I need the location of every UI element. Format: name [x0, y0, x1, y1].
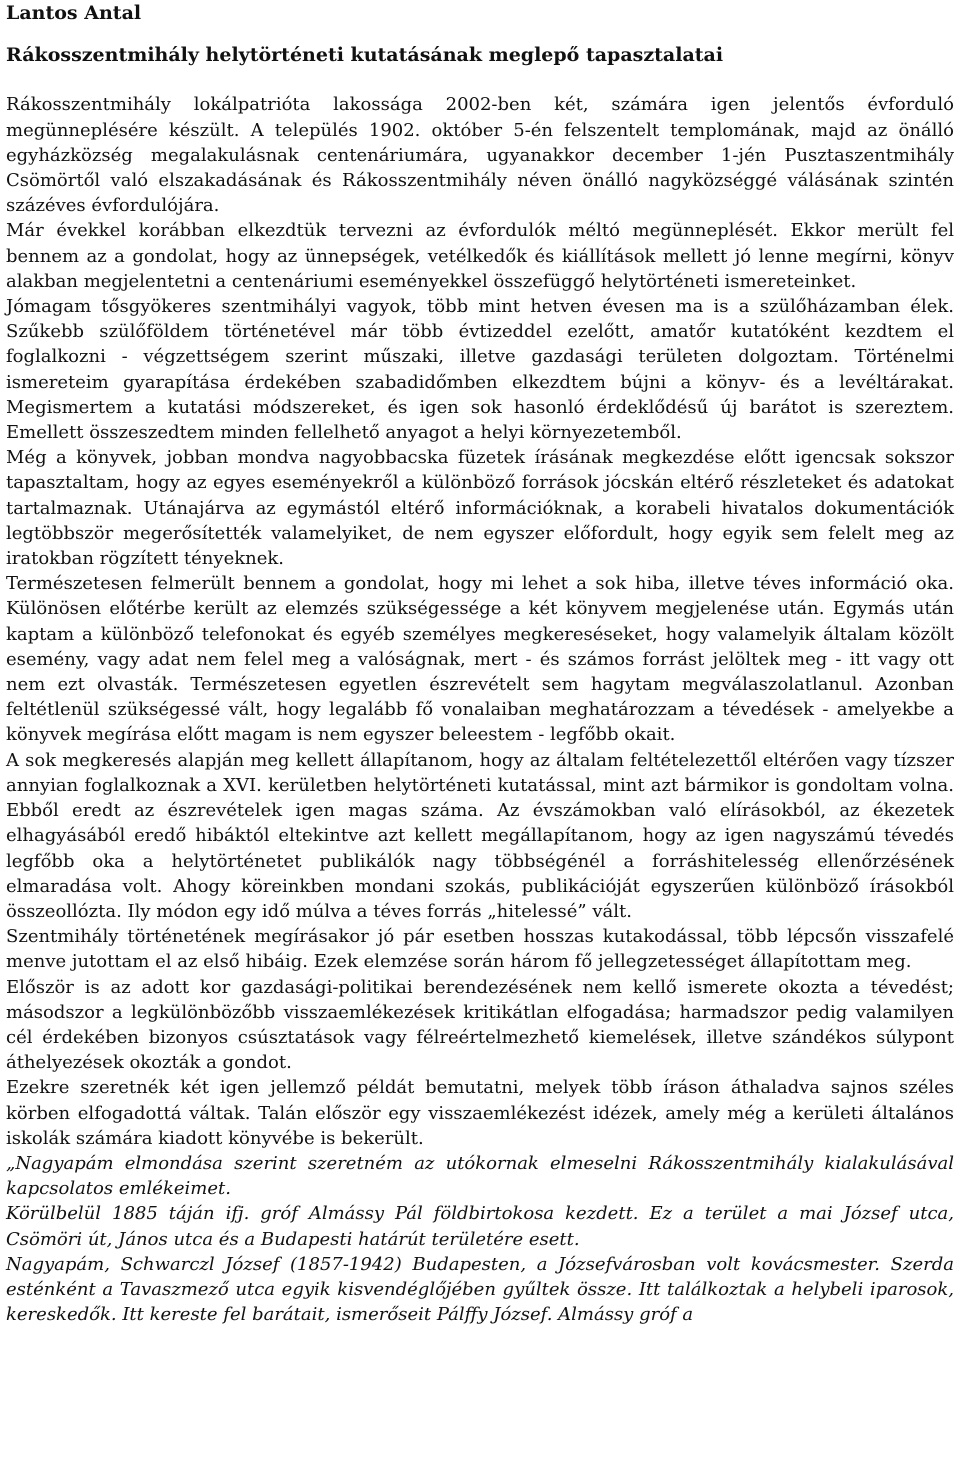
paragraph: Még a könyvek, jobban mondva nagyobbacska füzetek írásának megkezdése előtt igencsak sokszor tapasztaltam, hogy az egyes eseményekről a különböző források jócskán eltérő részleteket és adatokat tartalmaznak. Utánajárva az egymástól eltérő információknak, a korabeli hivatalos dokumentációk legtöbbször megerősítették valamelyiket, de nem egyszer előfordult, hogy egyik sem felelt meg az iratokban rögzített tényeknek.	[6, 447, 954, 570]
paragraph: Először is az adott kor gazdasági-politikai berendezésének nem kellő ismerete okozta a tévedést; másodszor a legkülönbözőbb visszaemlékezések kritikátlan elfogadása; harmadszor pedig valamilyen cél érdekében bizonyos csúsztatások vagy félreértelmezhető kiemelések, illetve szándékos súlypont áthelyezések okozták a gondot.	[6, 976, 954, 1074]
document-title: Rákosszentmihály helytörténeti kutatásának meglepő tapasztalatai	[6, 44, 724, 67]
paragraph: Természetesen felmerült bennem a gondolat, hogy mi lehet a sok hiba, illetve téves információ oka. Különösen előtérbe került az elemzés szükségessége a két könyvem megjelenése után. Egymás után kaptam a különböző telefonokat és egyéb személyes megkereséseket, hogy valamelyik általam közölt esemény, vagy adat nem felel meg a valóságnak, mert - és számos forrást jelöltek meg - itt vagy ott nem ezt olvasták. Természetesen egyetlen észrevételt sem hagytam megválaszolatlanul. Azonban feltétlenül szükségessé vált, hogy legalább fő vonalaiban meghatározzam a tévedések - amelyekbe a könyvek megírása előtt magam is nem egyszer beleestem - legfőbb okait.	[6, 573, 954, 746]
paragraph: Rákosszentmihály lokálpatrióta lakossága 2002-ben két, számára igen jelentős évforduló megünneplésére készült. A település 1902. október 5-én felszentelt templomának, majd az önálló egyházközség megalakulásnak centenáriumára, ugyanakkor december 1-jén Pusztaszentmihály Csömörtől való elszakadásának és Rákosszentmihály néven önálló nagyközséggé válásának szintén százéves évfordulójára.	[6, 94, 954, 217]
paragraph: Körülbelül 1885 táján ifj. gróf Almássy Pál földbirtokosa kezdett. Ez a terület a mai József utca, Csömöri út, János utca és a Budapesti határút területére esett.	[6, 1203, 954, 1250]
author-name: Lantos Antal	[6, 2, 142, 24]
paragraph: Már évekkel korábban elkezdtük tervezni az évfordulók méltó megünneplését. Ekkor merült fel bennem az a gondolat, hogy az ünnepségek, vetélkedők és kiállítások mellett jó lenne megírni, könyv alakban megjelentetni a centenáriumi eseményekkel összefüggő helytörténeti ismereteinket.	[6, 220, 954, 292]
paragraph: Nagyapám, Schwarczl József (1857-1942) Budapesten, a Józsefvárosban volt kovácsmester. Szerda esténként a Tavaszmező utca egyik kisvendéglőjében gyűltek össze. Itt találkoztak a helybeli iparosok, kereskedők. Itt kereste fel barátait, ismerőseit Pálffy József. Almássy gróf a	[6, 1253, 954, 1326]
paragraph: „Nagyapám elmondása szerint szeretném az utókornak elmeselni Rákosszentmihály kialakulásával kapcsolatos emlékeimet.	[6, 1152, 954, 1200]
paragraph: Szentmihály történetének megírásakor jó pár esetben hosszas kutakodással, több lépcsőn visszafelé menve jutottam el az első hibáig. Ezek elemzése során három fő jellegzetességet állapítottam meg.	[6, 926, 954, 973]
paragraph: Jómagam tősgyökeres szentmihályi vagyok, több mint hetven évesen ma is a szülőházamban élek. Szűkebb szülőföldem történetével már több évtizeddel ezelőtt, amatőr kutatóként kezdtem el foglalkozni - végzettségem szerint műszaki, illetve gazdasági területen dolgoztam. Történelmi ismereteim gyarapítása érdekében szabadidőmben elkezdtem bújni a könyv- és a levéltárakat. Megismertem a kutatási módszereket, és igen sok hasonló érdeklődésű új barátot is szereztem. Emellett összeszedtem minden fellelhető anyagot a helyi környezetemből.	[6, 296, 954, 444]
document-body	[6, 92, 954, 1327]
paragraph: Ezekre szeretnék két igen jellemző példát bemutatni, melyek több íráson áthaladva sajnos széles körben elfogadottá váltak. Talán először egy visszaemlékezést idézek, amely még a kerületi általános iskolák számára kiadott könyvébe is bekerült.	[6, 1077, 954, 1149]
paragraph: A sok megkeresés alapján meg kellett állapítanom, hogy az általam feltételezettől eltérően vagy tízszer annyian foglalkoznak a XVI. kerületben helytörténeti kutatással, mint azt bármikor is gondoltam volna. Ebből eredt az észrevételek igen magas száma. Az évszámokban való elírásokból, az ékezetek elhagyásából eredő hibáktól eltekintve azt kellett megállapítanom, hogy az igen nagyszámú tévedés legfőbb oka a helytörténetet publikálók nagy többségénél a forráshitelesség ellenőrzésének elmaradása volt. Ahogy köreinkben mondani szokás, publikációját egyszerűen különböző írásokból összeollózta. Ily módon egy idő múlva a téves forrás „hitelessé” vált.	[6, 749, 954, 922]
